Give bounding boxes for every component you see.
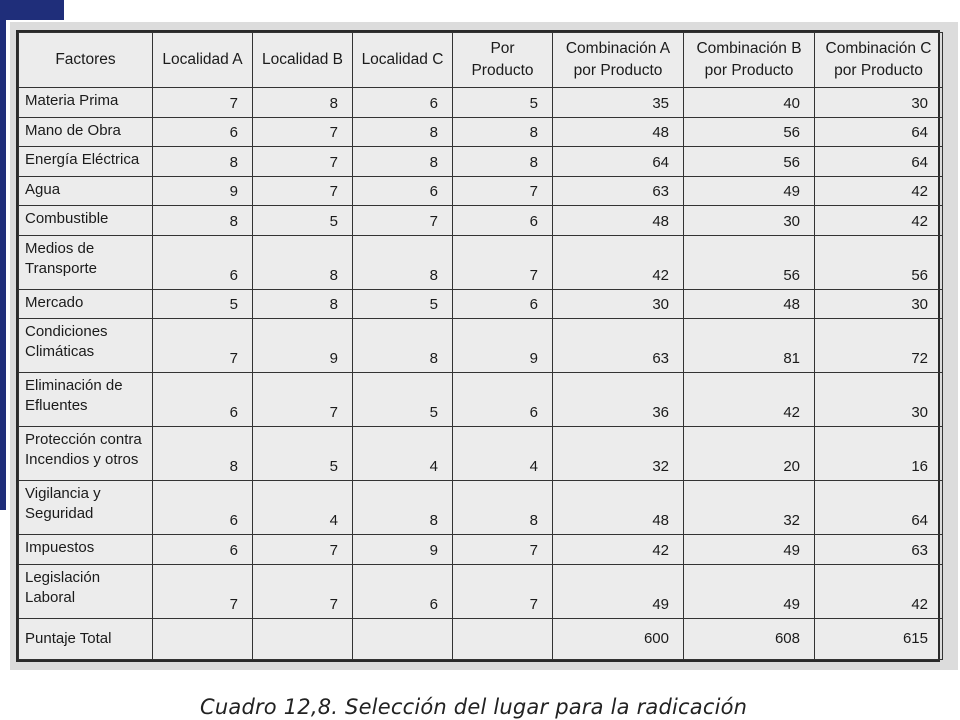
value-cell: 6 [353, 88, 453, 118]
value-cell: 20 [684, 427, 815, 481]
scoring-table-frame [16, 30, 940, 662]
factor-cell: Mano de Obra [19, 117, 153, 147]
table-row [19, 481, 943, 535]
value-cell: 8 [253, 88, 353, 118]
value-cell: 6 [353, 564, 453, 618]
column-header: Factores [19, 33, 153, 88]
factor-cell: Protección contra Incendios y otros [19, 427, 153, 481]
value-cell: 32 [553, 427, 684, 481]
column-header: Combinación C por Producto [815, 33, 943, 88]
table-row [19, 235, 943, 289]
value-cell: 42 [815, 176, 943, 206]
factor-cell: Impuestos [19, 535, 153, 565]
slide-accent-bar [0, 0, 64, 20]
table-body [19, 88, 943, 660]
value-cell: 8 [353, 235, 453, 289]
value-cell: 30 [815, 373, 943, 427]
factor-cell: Vigilancia y Seguridad [19, 481, 153, 535]
value-cell: 64 [815, 147, 943, 177]
table-row [19, 206, 943, 236]
value-cell: 7 [253, 176, 353, 206]
value-cell: 42 [553, 235, 684, 289]
value-cell: 30 [815, 88, 943, 118]
factor-cell: Combustible [19, 206, 153, 236]
table-row [19, 88, 943, 118]
column-header: Localidad A [153, 33, 253, 88]
value-cell: 42 [684, 373, 815, 427]
value-cell: 48 [553, 481, 684, 535]
value-cell: 16 [815, 427, 943, 481]
value-cell: 8 [453, 117, 553, 147]
value-cell: 49 [553, 564, 684, 618]
table-row [19, 117, 943, 147]
value-cell: 7 [453, 535, 553, 565]
table-caption: Cuadro 12,8. Selección del lugar para la radicación [200, 695, 748, 719]
factor-cell: Materia Prima [19, 88, 153, 118]
factor-cell: Condiciones Climáticas [19, 319, 153, 373]
value-cell: 7 [253, 373, 353, 427]
total-value-cell [353, 619, 453, 660]
value-cell: 9 [253, 319, 353, 373]
value-cell: 7 [253, 147, 353, 177]
value-cell: 6 [453, 289, 553, 319]
value-cell: 6 [353, 176, 453, 206]
column-header: Por Producto [453, 33, 553, 88]
value-cell: 56 [815, 235, 943, 289]
value-cell: 40 [684, 88, 815, 118]
total-value-cell [253, 619, 353, 660]
factor-cell: Agua [19, 176, 153, 206]
value-cell: 8 [453, 481, 553, 535]
value-cell: 64 [815, 481, 943, 535]
value-cell: 6 [153, 535, 253, 565]
value-cell: 6 [153, 481, 253, 535]
value-cell: 49 [684, 564, 815, 618]
value-cell: 6 [153, 373, 253, 427]
value-cell: 63 [553, 319, 684, 373]
total-value-cell: 608 [684, 619, 815, 660]
value-cell: 42 [815, 206, 943, 236]
value-cell: 64 [815, 117, 943, 147]
table-row [19, 564, 943, 618]
value-cell: 48 [553, 117, 684, 147]
total-label: Puntaje Total [19, 619, 153, 660]
value-cell: 36 [553, 373, 684, 427]
table-row [19, 176, 943, 206]
value-cell: 4 [453, 427, 553, 481]
value-cell: 56 [684, 117, 815, 147]
value-cell: 5 [453, 88, 553, 118]
value-cell: 5 [253, 427, 353, 481]
value-cell: 56 [684, 147, 815, 177]
total-value-cell [453, 619, 553, 660]
value-cell: 5 [353, 289, 453, 319]
column-header: Localidad C [353, 33, 453, 88]
value-cell: 30 [684, 206, 815, 236]
value-cell: 8 [153, 427, 253, 481]
factor-cell: Mercado [19, 289, 153, 319]
value-cell: 63 [553, 176, 684, 206]
value-cell: 35 [553, 88, 684, 118]
value-cell: 7 [153, 564, 253, 618]
value-cell: 8 [253, 235, 353, 289]
value-cell: 8 [353, 147, 453, 177]
total-row [19, 619, 943, 660]
value-cell: 8 [353, 117, 453, 147]
value-cell: 7 [453, 235, 553, 289]
value-cell: 5 [353, 373, 453, 427]
value-cell: 30 [553, 289, 684, 319]
factor-cell: Medios de Transporte [19, 235, 153, 289]
value-cell: 5 [253, 206, 353, 236]
location-scoring-table [18, 32, 943, 660]
value-cell: 42 [815, 564, 943, 618]
factor-cell: Eliminación de Efluentes [19, 373, 153, 427]
table-row [19, 319, 943, 373]
value-cell: 32 [684, 481, 815, 535]
column-header: Combinación A por Producto [553, 33, 684, 88]
table-row [19, 289, 943, 319]
total-value-cell [153, 619, 253, 660]
value-cell: 8 [253, 289, 353, 319]
value-cell: 8 [153, 147, 253, 177]
value-cell: 8 [453, 147, 553, 177]
value-cell: 6 [453, 373, 553, 427]
table-row [19, 535, 943, 565]
column-header: Localidad B [253, 33, 353, 88]
header-row [19, 33, 943, 88]
value-cell: 7 [153, 319, 253, 373]
value-cell: 30 [815, 289, 943, 319]
value-cell: 4 [353, 427, 453, 481]
value-cell: 6 [453, 206, 553, 236]
total-value-cell: 615 [815, 619, 943, 660]
value-cell: 6 [153, 117, 253, 147]
value-cell: 7 [153, 88, 253, 118]
value-cell: 8 [353, 481, 453, 535]
value-cell: 8 [353, 319, 453, 373]
table-row [19, 427, 943, 481]
factor-cell: Legislación Laboral [19, 564, 153, 618]
value-cell: 7 [453, 564, 553, 618]
value-cell: 64 [553, 147, 684, 177]
value-cell: 48 [553, 206, 684, 236]
value-cell: 49 [684, 535, 815, 565]
slide-accent-side [0, 20, 6, 510]
table-row [19, 373, 943, 427]
value-cell: 6 [153, 235, 253, 289]
value-cell: 56 [684, 235, 815, 289]
value-cell: 4 [253, 481, 353, 535]
value-cell: 5 [153, 289, 253, 319]
value-cell: 81 [684, 319, 815, 373]
value-cell: 63 [815, 535, 943, 565]
table-row [19, 147, 943, 177]
total-value-cell: 600 [553, 619, 684, 660]
value-cell: 48 [684, 289, 815, 319]
value-cell: 7 [453, 176, 553, 206]
value-cell: 9 [453, 319, 553, 373]
value-cell: 7 [253, 535, 353, 565]
column-header: Combinación B por Producto [684, 33, 815, 88]
value-cell: 7 [253, 117, 353, 147]
value-cell: 9 [153, 176, 253, 206]
factor-cell: Energía Eléctrica [19, 147, 153, 177]
value-cell: 7 [353, 206, 453, 236]
value-cell: 42 [553, 535, 684, 565]
value-cell: 9 [353, 535, 453, 565]
value-cell: 49 [684, 176, 815, 206]
value-cell: 8 [153, 206, 253, 236]
value-cell: 72 [815, 319, 943, 373]
value-cell: 7 [253, 564, 353, 618]
